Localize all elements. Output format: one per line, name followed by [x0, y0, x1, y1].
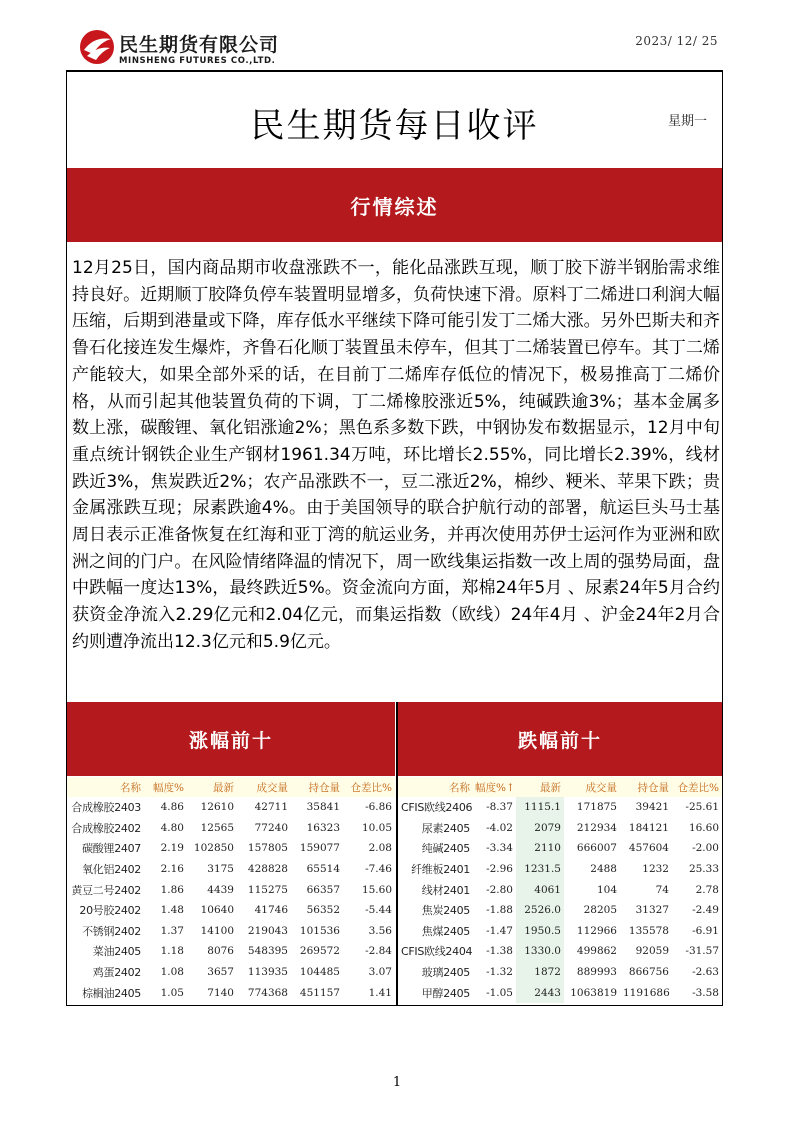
change-percent: -2.96: [486, 863, 513, 876]
instrument-name: 碳酸锂2407: [82, 842, 141, 856]
table-row[interactable]: [67, 797, 395, 818]
volume: 212934: [576, 821, 617, 834]
last-price: 14100: [200, 924, 234, 937]
gainers-heading: 涨幅前十: [67, 702, 395, 776]
instrument-name: 纤维板2401: [411, 863, 470, 877]
open-interest: 1232: [642, 863, 669, 876]
oi-diff-percent: 10.05: [361, 821, 392, 834]
instrument-name: 焦炭2405: [421, 904, 470, 918]
col-header-change[interactable]: 幅度%↑: [475, 781, 515, 794]
col-header-name[interactable]: 名称: [120, 781, 141, 794]
oi-diff-percent: -2.63: [692, 966, 719, 979]
change-percent: 4.80: [160, 821, 184, 834]
last-price: 3175: [207, 863, 234, 876]
last-price: 12565: [200, 821, 234, 834]
instrument-name: 甲醇2405: [421, 986, 470, 1000]
last-price: 4061: [516, 879, 564, 900]
open-interest: 866756: [628, 966, 669, 979]
last-price: 2526.0: [516, 900, 564, 921]
last-price: 102850: [193, 842, 234, 855]
instrument-name: 合成橡胶2402: [71, 821, 141, 835]
oi-diff-percent: 3.07: [368, 966, 392, 979]
table-row[interactable]: [398, 797, 722, 818]
weekday: 星期一: [668, 114, 708, 129]
open-interest: 104485: [299, 966, 340, 979]
oi-diff-percent: 2.78: [695, 883, 719, 896]
table-row[interactable]: [398, 859, 722, 880]
volume: 41746: [254, 904, 288, 917]
instrument-name: 氧化铝2402: [82, 863, 141, 877]
oi-diff-percent: -2.00: [692, 842, 719, 855]
gainers-body: [67, 797, 395, 1003]
company-logo-icon: [78, 28, 116, 66]
volume: 157805: [247, 842, 288, 855]
open-interest: 65514: [306, 863, 340, 876]
volume: 219043: [247, 924, 288, 937]
table-row[interactable]: [398, 982, 722, 1003]
open-interest: 135578: [628, 924, 669, 937]
open-interest: 74: [655, 883, 669, 896]
last-price: 1231.5: [516, 859, 564, 880]
col-header-last[interactable]: 最新: [213, 781, 234, 794]
last-price: 12610: [200, 801, 234, 814]
gainers-table: [67, 777, 395, 1003]
oi-diff-percent: 25.33: [688, 863, 719, 876]
instrument-name: 焦煤2405: [421, 924, 470, 938]
open-interest: 16323: [306, 821, 340, 834]
oi-diff-percent: -6.86: [365, 801, 392, 814]
col-header-volume[interactable]: 成交量: [585, 781, 617, 794]
instrument-name: CFIS欧线2404: [401, 945, 473, 959]
table-row[interactable]: [67, 879, 395, 900]
table-row[interactable]: [398, 941, 722, 962]
change-percent: 1.08: [160, 966, 184, 979]
volume: 548395: [247, 945, 288, 958]
volume: 112966: [576, 924, 617, 937]
table-row[interactable]: [398, 879, 722, 900]
oi-diff-percent: -5.44: [365, 904, 392, 917]
change-percent: -1.05: [486, 986, 513, 999]
change-percent: -3.34: [486, 842, 513, 855]
instrument-name: 线材2401: [421, 883, 470, 897]
last-price: 1330.0: [516, 941, 564, 962]
losers-body: [398, 797, 722, 1003]
oi-diff-percent: 3.56: [368, 924, 392, 937]
open-interest: 457604: [628, 842, 669, 855]
company-name-en: MINSHENG FUTURES CO.,LTD.: [119, 56, 276, 66]
summary-text: 12月25日，国内商品期市收盘涨跌不一，能化品涨跌互现，顺丁胶下游半钢胎需求维持良好。近期顺丁胶降负停车装置明显增多，负荷快速下滑。原料丁二烯进口利润大幅压缩，后期到港量或下降，库存低水平继续下降可能引发丁二烯大涨。另外巴斯夫和齐鲁石化接连发生爆炸，齐鲁石化顺丁装置虽未停车，但其丁二烯装置已停车。其丁二烯产能较大，如果全部外采的话，在目前丁二烯库存低位的情况下，极易推高丁二烯价格，从而引起其他装置负荷的下调，丁二烯橡胶涨近5%，纯碱跌逾3%；基本金属多数上涨，碳酸锂、氧化铝涨逾2%；黑色系多数下跌，中钢协发布数据显示，12月中旬重点统计钢铁企业生产钢材1961.34万吨，环比增长2.55%，同比增长2.39%，线材跌近3%，焦炭跌近2%；农产品涨跌不一，豆二涨近2%，棉纱、粳米、苹果下跌；贵金属涨跌互现；尿素跌逾4%。由于美国领导的联合护航行动的部署，航运巨头马士基周日表示正准备恢复在红海和亚丁湾的航运业务，并再次使用苏伊士运河作为亚洲和欧洲之间的门户。在风险情绪降温的情况下，周一欧线集运指数一改上周的强势局面，盘中跌幅一度达13%，最终跌近5%。资金流向方面，郑棉24年5月 、尿素24年5月合约获资金净流入2.29亿元和2.04亿元，而集运指数（欧线）24年4月 、沪金24年2月合约则遭净流出12.3亿元和5.9亿元。: [72, 258, 720, 652]
volume: 42711: [254, 801, 288, 814]
table-row[interactable]: [67, 921, 395, 942]
volume: 2488: [590, 863, 617, 876]
instrument-name: 棕榈油2405: [82, 986, 141, 1000]
table-row[interactable]: [67, 859, 395, 880]
volume: 774368: [247, 986, 288, 999]
change-percent: 1.18: [160, 945, 184, 958]
losers-header-row: [398, 777, 722, 797]
table-row[interactable]: [67, 818, 395, 839]
open-interest: 35841: [306, 801, 340, 814]
table-row[interactable]: [67, 962, 395, 983]
col-header-name[interactable]: 名称: [449, 781, 470, 794]
last-price: 3657: [207, 966, 234, 979]
table-row[interactable]: [398, 900, 722, 921]
change-percent: -2.80: [486, 883, 513, 896]
instrument-name: 黄豆二号2402: [71, 883, 141, 897]
change-percent: 2.19: [160, 842, 184, 855]
summary-heading: 行情综述: [67, 168, 722, 242]
company-name-cn: 民生期货有限公司: [119, 34, 280, 56]
change-percent: -1.88: [486, 904, 513, 917]
losers-table: [398, 777, 722, 1003]
change-percent: -1.38: [486, 945, 513, 958]
change-percent: 1.48: [160, 904, 184, 917]
oi-diff-percent: 16.60: [688, 821, 719, 834]
change-percent: 4.86: [160, 801, 184, 814]
table-row[interactable]: [398, 962, 722, 983]
col-header-oi-diff[interactable]: 仓差比%: [677, 781, 719, 794]
oi-diff-percent: 15.60: [361, 883, 392, 896]
col-header-last[interactable]: 最新: [540, 781, 561, 794]
instrument-name: 不锈钢2402: [82, 924, 141, 938]
instrument-name: 合成橡胶2403: [71, 801, 141, 815]
instrument-name: 玻璃2405: [421, 966, 470, 980]
oi-diff-percent: -25.61: [685, 801, 719, 814]
open-interest: 269572: [299, 945, 340, 958]
oi-diff-percent: -2.84: [365, 945, 392, 958]
oi-diff-percent: -31.57: [685, 945, 719, 958]
table-row[interactable]: [67, 982, 395, 1003]
table-row[interactable]: [67, 900, 395, 921]
open-interest: 1191686: [623, 986, 670, 999]
last-price: 1115.1: [516, 797, 564, 818]
table-row[interactable]: [398, 921, 722, 942]
change-percent: -1.32: [486, 966, 513, 979]
last-price: 2443: [516, 982, 564, 1003]
col-header-change[interactable]: 幅度%: [153, 781, 184, 794]
table-row[interactable]: [67, 838, 395, 859]
table-row[interactable]: [398, 838, 722, 859]
open-interest: 184121: [628, 821, 669, 834]
last-price: 10640: [200, 904, 234, 917]
change-percent: 1.05: [160, 986, 184, 999]
oi-diff-percent: -6.91: [692, 924, 719, 937]
oi-diff-percent: -2.49: [692, 904, 719, 917]
volume: 889993: [576, 966, 617, 979]
volume: 115275: [247, 883, 288, 896]
volume: 499862: [576, 945, 617, 958]
volume: 77240: [254, 821, 288, 834]
last-price: 2110: [516, 838, 564, 859]
change-percent: -8.37: [486, 801, 513, 814]
volume: 1063819: [570, 986, 617, 999]
oi-diff-percent: 2.08: [368, 842, 392, 855]
col-header-open-interest[interactable]: 持仓量: [308, 781, 340, 794]
instrument-name: CFIS欧线2406: [401, 801, 473, 815]
report-title: 民生期货每日收评: [250, 106, 539, 146]
open-interest: 101536: [299, 924, 340, 937]
table-row[interactable]: [67, 941, 395, 962]
col-header-volume[interactable]: 成交量: [256, 781, 288, 794]
last-price: 7140: [207, 986, 234, 999]
open-interest: 31327: [635, 904, 669, 917]
last-price: 1950.5: [516, 921, 564, 942]
open-interest: 92059: [635, 945, 669, 958]
last-price: 2079: [516, 818, 564, 839]
oi-diff-percent: -3.58: [692, 986, 719, 999]
change-percent: 1.37: [160, 924, 184, 937]
change-percent: 2.16: [160, 863, 184, 876]
last-price: 8076: [207, 945, 234, 958]
volume: 171875: [576, 801, 617, 814]
volume: 104: [596, 883, 617, 896]
volume: 113935: [247, 966, 288, 979]
open-interest: 39421: [635, 801, 669, 814]
gainers-header-row: [67, 777, 395, 797]
table-row[interactable]: [398, 818, 722, 839]
volume: 666007: [576, 842, 617, 855]
change-percent: 1.86: [160, 883, 184, 896]
losers-heading: 跌幅前十: [398, 702, 722, 776]
change-percent: -4.02: [486, 821, 513, 834]
instrument-name: 尿素2405: [421, 821, 470, 835]
page-number: 1: [392, 1075, 402, 1090]
report-date: 2023/ 12/ 25: [635, 34, 718, 48]
open-interest: 159077: [299, 842, 340, 855]
oi-diff-percent: 1.41: [368, 986, 392, 999]
volume: 428828: [247, 863, 288, 876]
change-percent: -1.47: [486, 924, 513, 937]
instrument-name: 纯碱2405: [421, 842, 470, 856]
col-header-open-interest[interactable]: 持仓量: [637, 781, 669, 794]
col-header-oi-diff[interactable]: 仓差比%: [350, 781, 392, 794]
last-price: 4439: [207, 883, 234, 896]
oi-diff-percent: -7.46: [365, 863, 392, 876]
instrument-name: 20号胶2402: [79, 904, 141, 918]
volume: 28205: [583, 904, 617, 917]
open-interest: 66357: [306, 883, 340, 896]
open-interest: 451157: [299, 986, 340, 999]
last-price: 1872: [516, 962, 564, 983]
instrument-name: 鸡蛋2402: [92, 966, 141, 980]
open-interest: 56352: [306, 904, 340, 917]
instrument-name: 菜油2405: [92, 945, 141, 959]
